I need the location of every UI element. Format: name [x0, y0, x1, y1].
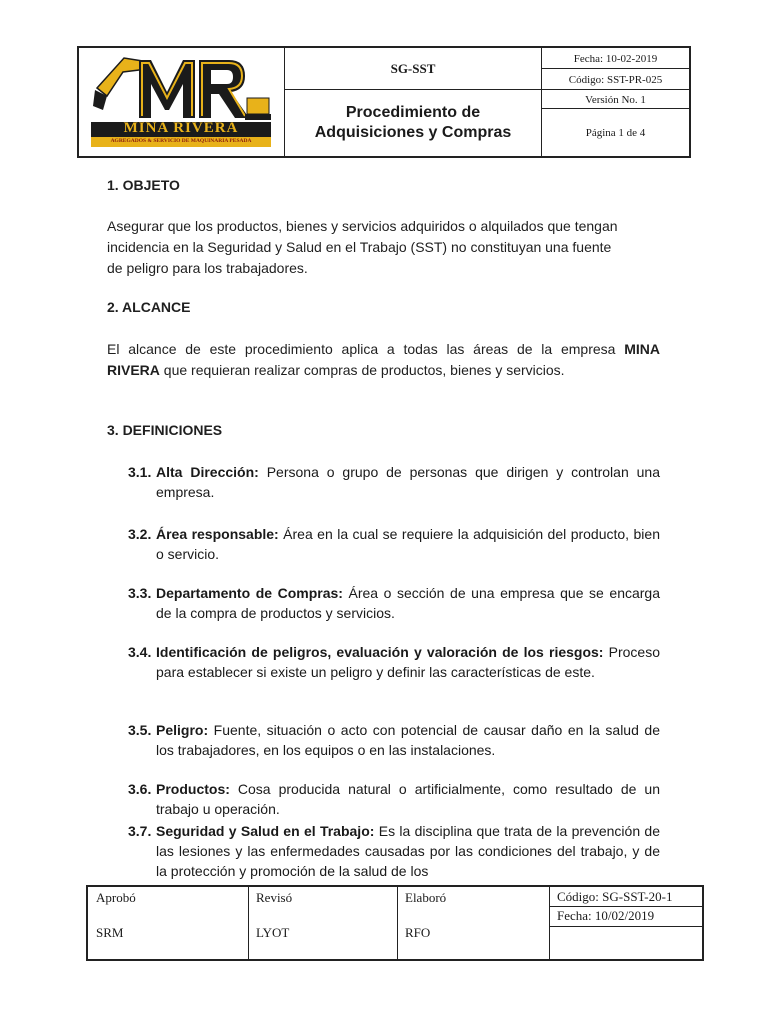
prepared-by-value: RFO [405, 925, 431, 940]
definition-term: Peligro: [156, 722, 209, 738]
header-code: Código: SST-PR-025 [568, 73, 663, 86]
definition-number: 3.7. [128, 823, 152, 839]
definition-number: 3.6. [128, 781, 152, 797]
approval-footer-table [86, 885, 704, 961]
header-version: Versión No. 1 [585, 93, 646, 106]
footer-date: Fecha: 10/02/2019 [557, 908, 655, 923]
header-date: Fecha: 10-02-2019 [573, 52, 658, 65]
section-alcance-paragraph [107, 339, 660, 381]
company-logo [79, 48, 284, 156]
footer-code: Código: SG-SST-20-1 [557, 889, 673, 904]
reviewed-by-label: Revisó [256, 890, 293, 905]
definition-text: Es la disciplina que trata de la prevención de las lesiones y las enfermedades causadas por las condiciones del trabajo, y de la protección y promoción de la salud de los [156, 823, 660, 879]
procedure-title [285, 90, 541, 156]
definition-number: 3.3. [128, 585, 152, 601]
approved-by-value: SRM [96, 925, 124, 940]
definition-text: Área en la cual se requiere la adquisición del producto, bien o servicio. [156, 526, 660, 562]
definition-number: 3.2. [128, 526, 152, 542]
objeto-line-2: incidencia en la Seguridad y Salud en el Trabajo (SST) no constituyan una fuente [107, 239, 612, 255]
definition-item [128, 720, 660, 760]
definition-term: Seguridad y Salud en el Trabajo: [156, 823, 375, 839]
definition-number: 3.4. [128, 644, 152, 660]
system-name: SG-SST [390, 61, 436, 76]
objeto-line-1: Asegurar que los productos, bienes y servicios adquiridos o alquilados que tengan [107, 218, 618, 234]
alcance-text-post: que requieran realizar compras de productos, bienes y servicios. [159, 362, 565, 378]
definition-text: Cosa producida natural o artificialmente, como resultado de un trabajo u operación. [156, 781, 660, 817]
definition-item [128, 583, 660, 623]
definition-item [128, 524, 660, 564]
definition-item [128, 462, 660, 502]
section-alcance-heading: 2. ALCANCE [107, 299, 191, 315]
definition-term: Departamento de Compras: [156, 585, 343, 601]
definition-term: Identificación de peligros, evaluación y valoración de los riesgos: [156, 644, 604, 660]
prepared-by-label: Elaboró [405, 890, 447, 905]
definition-item [128, 779, 660, 819]
logo-tagline: AGREGADOS & SERVICIO DE MAQUINARIA PESADA [110, 138, 252, 144]
definition-text: Fuente, situación o acto con potencial de causar daño en la salud de los trabajadores, en los equipos o en las instalaciones. [156, 722, 660, 758]
definition-text: Proceso para establecer si existe un peligro y definir las características de este. [156, 644, 660, 680]
section-definiciones-heading: 3. DEFINICIONES [107, 422, 223, 438]
definition-term: Productos: [156, 781, 230, 797]
definition-text: Área o sección de una empresa que se encarga de la compra de productos y servicios. [156, 585, 660, 621]
reviewed-by-value: LYOT [256, 925, 290, 940]
definition-term: Área responsable: [156, 526, 279, 542]
section-objeto-heading: 1. OBJETO [107, 177, 180, 193]
document-header-table [77, 46, 691, 158]
definition-item [128, 642, 660, 682]
definition-number: 3.1. [128, 464, 152, 480]
header-page-number: Página 1 de 4 [585, 126, 646, 139]
alcance-company-part1: MINA [624, 341, 660, 357]
logo-company-name: MINA RIVERA [123, 120, 239, 136]
approved-by-label: Aprobó [96, 890, 136, 905]
definition-text: Persona o grupo de personas que dirigen y controlan una empresa. [156, 464, 660, 500]
alcance-company-part2: RIVERA [107, 362, 160, 378]
definition-term: Alta Dirección: [156, 464, 259, 480]
definition-number: 3.5. [128, 722, 152, 738]
section-objeto-paragraph [107, 216, 660, 279]
definition-item [128, 821, 660, 881]
objeto-line-3: de peligro para los trabajadores. [107, 260, 308, 276]
procedure-title-line1: Procedimiento de [345, 104, 481, 121]
procedure-title-line2: Adquisiciones y Compras [314, 124, 512, 141]
alcance-text-pre: El alcance de este procedimiento aplica a todas las áreas de la empresa [107, 341, 625, 357]
